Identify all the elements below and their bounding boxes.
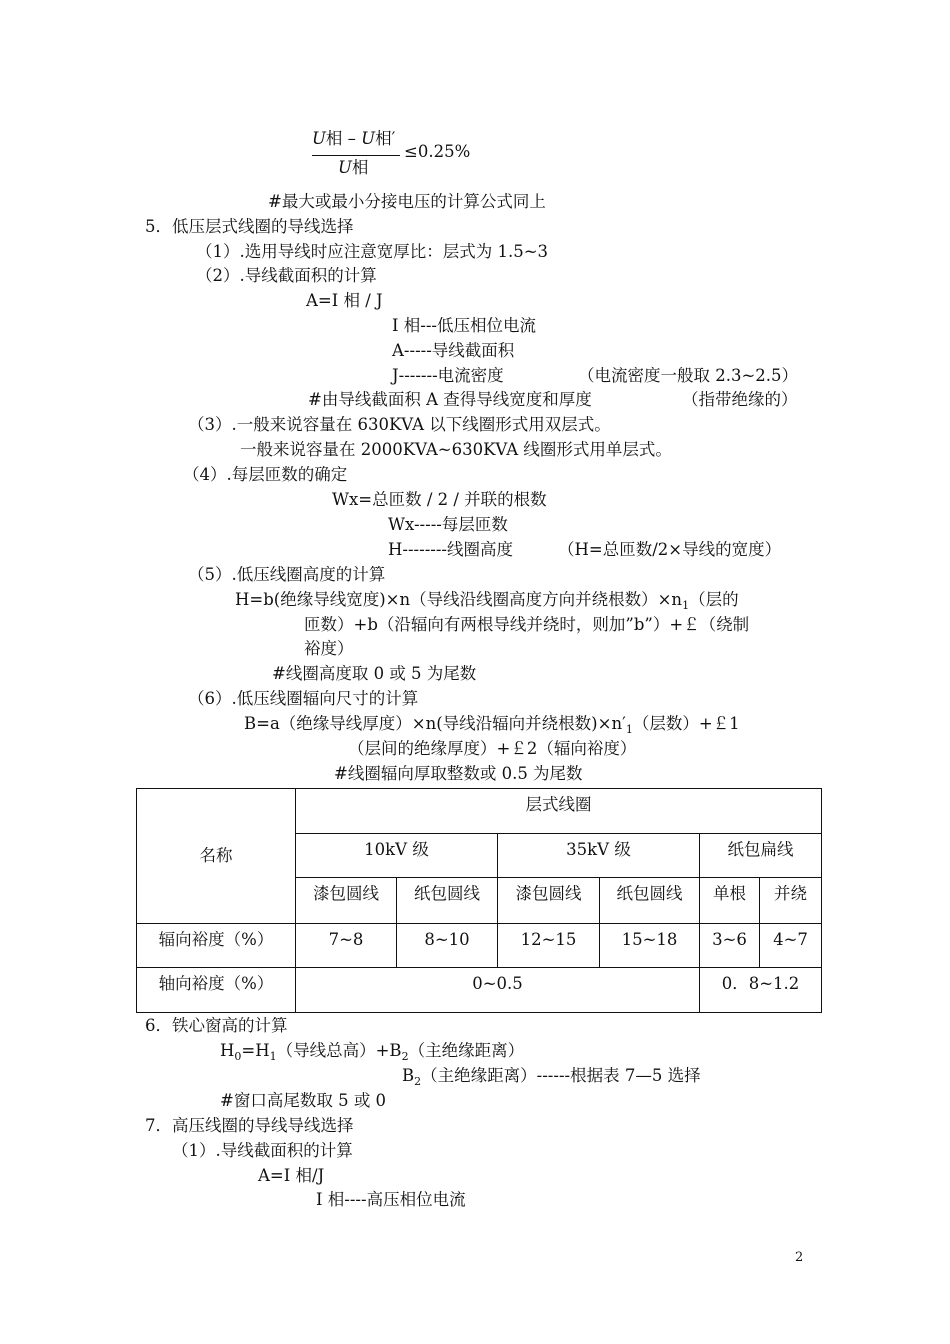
note-height: #线圈高度取 0 或 5 为尾数 <box>272 664 477 683</box>
equation-wx: Wx=总匝数 / 2 / 并联的根数 <box>332 490 547 509</box>
table-subheader: 漆包圆线 <box>498 878 600 924</box>
definition-h-note: （H=总匝数/2×导线的宽度） <box>558 540 782 559</box>
note-radial: #线圈辐向厚取整数或 0.5 为尾数 <box>334 764 583 783</box>
definition-a: A-----导线截面积 <box>392 341 515 360</box>
table-subheader: 漆包圆线 <box>296 878 397 924</box>
formula-rhs: ≤0.25% <box>404 142 471 161</box>
section-5-heading: 5．低压层式线圈的导线选择 <box>145 217 354 236</box>
table-cell: 3~6 <box>700 924 760 968</box>
equation-area-hv: A=I 相/J <box>258 1166 325 1185</box>
table-row-label: 轴向裕度（%） <box>137 968 296 1013</box>
note-section: #由导线截面积 A 查得导线宽度和厚度 <box>308 390 592 409</box>
table-cell: 8~10 <box>397 924 498 968</box>
section-5-6: （6）.低压线圈辐向尺寸的计算 <box>188 689 419 708</box>
table-row-label: 辐向裕度（%） <box>137 924 296 968</box>
section-5-4: （4）.每层匝数的确定 <box>183 465 348 484</box>
note-section-insulated: （指带绝缘的） <box>682 390 798 409</box>
table-cell: 0．8~1.2 <box>700 968 822 1013</box>
formula-denominator: U相 <box>338 158 369 177</box>
b2-definition: $B_2$（主绝缘距离）------根据表 7—5 选择 <box>402 1066 701 1088</box>
radial-equation-line-2: （层间的绝缘厚度）+￡2（辐向裕度） <box>348 739 637 758</box>
margin-table <box>136 788 822 1013</box>
table-paper-flat-header: 纸包扁线 <box>700 834 822 878</box>
note-window: #窗口高尾数取 5 或 0 <box>220 1091 387 1110</box>
definition-i-phase: I 相---低压相位电流 <box>392 316 536 335</box>
note-tap-voltage: #最大或最小分接电压的计算公式同上 <box>268 192 546 211</box>
height-equation-line-3: 裕度） <box>304 639 354 658</box>
section-5-5: （5）.低压线圈高度的计算 <box>188 565 386 584</box>
table-name-header: 名称 <box>137 789 296 924</box>
table-subheader: 纸包圆线 <box>600 878 700 924</box>
section-5-3b: 一般来说容量在 2000KVA~630KVA 线圈形式用单层式。 <box>240 440 672 459</box>
table-cell: 0~0.5 <box>296 968 700 1013</box>
equation-area: A=I 相 / J <box>306 291 383 310</box>
page-number: 2 <box>795 1250 804 1265</box>
radial-equation-line-1: B=a（绝缘导线厚度）×n(导线沿辐向并绕根数)$\times n'_1$（层数）+￡1 <box>244 714 740 736</box>
definition-h: H--------线圈高度 <box>388 540 513 559</box>
height-equation-line-1: H=b(绝缘导线宽度)×n（导线沿线圈高度方向并绕根数）$\times n_1$（层的 <box>235 590 739 612</box>
section-5-2: （2）.导线截面积的计算 <box>196 266 377 285</box>
table-subheader: 纸包圆线 <box>397 878 498 924</box>
table-group-header: 层式线圈 <box>296 789 822 834</box>
definition-j-note: （电流密度一般取 2.3~2.5） <box>578 366 799 385</box>
section-5-1: （1）.选用导线时应注意宽厚比：层式为 1.5~3 <box>196 242 549 261</box>
definition-wx: Wx-----每层匝数 <box>388 515 508 534</box>
table-35kv-header: 35kV 级 <box>498 834 700 878</box>
table-10kv-header: 10kV 级 <box>296 834 498 878</box>
window-height-equation: $H_0=H_1$（导线总高）$+B_2$（主绝缘距离） <box>220 1041 525 1063</box>
height-equation-line-2: 匝数）+b（沿辐向有两根导线并绕时，则加”b”）+￡（绕制 <box>304 615 750 634</box>
table-cell: 4~7 <box>760 924 822 968</box>
fraction-bar <box>312 155 400 156</box>
table-cell: 7~8 <box>296 924 397 968</box>
table-subheader: 单根 <box>700 878 760 924</box>
table-row <box>137 924 822 968</box>
section-7-1: （1）.导线截面积的计算 <box>172 1141 353 1160</box>
definition-i-phase-hv: I 相----高压相位电流 <box>316 1190 466 1209</box>
table-cell: 15~18 <box>600 924 700 968</box>
table-row <box>137 968 822 1013</box>
formula-numerator: U相 – U相′ <box>312 129 396 148</box>
table-cell: 12~15 <box>498 924 600 968</box>
definition-j: J-------电流密度 <box>392 366 504 385</box>
section-5-3a: （3）.一般来说容量在 630KVA 以下线圈形式用双层式。 <box>188 415 611 434</box>
section-7-heading: 7．高压线圈的导线导线选择 <box>145 1116 354 1135</box>
section-6-heading: 6．铁心窗高的计算 <box>145 1016 288 1035</box>
table-subheader: 并绕 <box>760 878 822 924</box>
